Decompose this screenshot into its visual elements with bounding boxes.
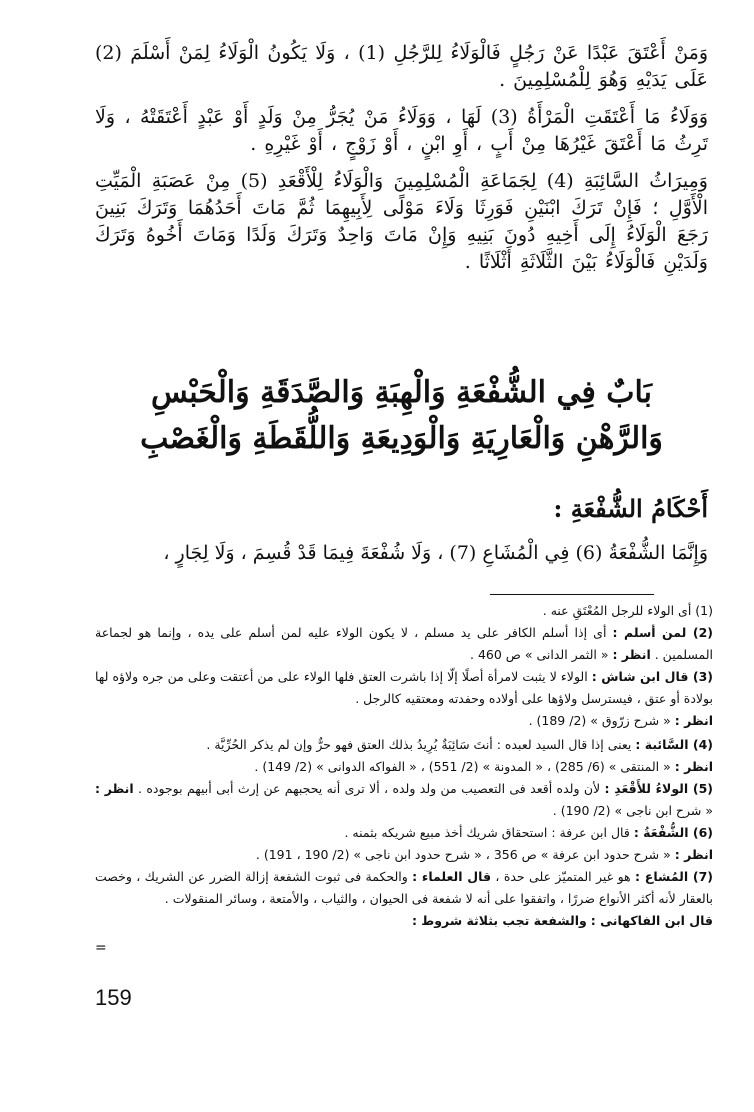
footnote-5 (95, 778, 713, 822)
footnote-6-ref: « شرح حدود ابن عرفة » ص 356 ، « شرح حدود ابن ناجى » (2/ 190 ، 191) . (255, 847, 671, 862)
footnote-7-fakihani (95, 910, 713, 932)
footnote-2-ref-label: انظر : (612, 647, 651, 662)
page-number: 159 (95, 985, 132, 1010)
footnote-6-reference (95, 844, 713, 866)
footnote-1: (1) أى الولاء للرجل المُعْتَقِ عنه . (542, 603, 713, 618)
footnote-3-reference (95, 710, 713, 732)
main-text (95, 40, 708, 286)
footnote-5-ref-label: انظر : (95, 781, 134, 796)
footnotes (95, 600, 713, 932)
footnote-3-label: (3) قال ابن شاش : (591, 669, 713, 684)
footnote-3-text: الولاء لا يثبت لامرأة أصلًا إلّا إذا باشرت العتق فلها الولاء على من أعتقت وعلى من جره ولاؤه لها بولادة أو عتق ، فيسترسل ولاؤها على أولاده وحفدته ومعتقيه كالرجل . (95, 669, 713, 706)
footnote-7-text-b: والحكمة فى ثبوت الشفعة إزالة الضرر عن الشريك ، وخصت بالعقار لأنه أكثر الأنواع ضررًا ، واتفقوا على أنه لا شفعة فى الحيوان ، والثياب ، والأمتعة ، وسائر المنقولات . (95, 869, 713, 906)
shufa-intro-text: وَإِنَّمَا الشُّفْعَةُ (6) فِي الْمُشَاعِ (7) ، وَلَا شُفْعَةَ فِيمَا قَدْ قُسِمَ ، وَلَا لِجَارٍ ، (163, 542, 708, 564)
footnote-4-ref: « المنتقى » (6/ 285) ، « المدونة » (2/ 551) ، « الفواكه الدوانى » (2/ 149) . (254, 759, 671, 774)
footnote-3-ref-label: انظر : (674, 713, 713, 728)
footnote-6 (95, 822, 713, 844)
footnote-3 (95, 666, 713, 710)
paragraph-wala-freed-for-man: وَمَنْ أَعْتَقَ عَبْدًا عَنْ رَجُلٍ فَالْوَلَاءُ لِلرَّجُلِ (1) ، وَلَا يَكُونُ الْوَلَاءُ لِمَنْ أَسْلَمَ (2) عَلَى يَدَيْهِ وَهُوَ لِلْمُسْلِمِينَ . (95, 42, 708, 91)
chapter-heading-line-2: وَالرَّهْنِ وَالْعَارِيَةِ وَالْوَدِيعَةِ وَاللُّقَطَةِ وَالْغَصْبِ (140, 421, 663, 456)
chapter-heading-line-1: بَابٌ فِي الشُّفْعَةِ وَالْهِبَةِ وَالصَّدَقَةِ وَالْحَبْسِ (151, 375, 652, 410)
footnote-divider (490, 594, 654, 595)
paragraph-wala-woman: وَوَلَاءُ مَا أَعْتَقَتِ الْمَرْأَةُ (3) لَهَا ، وَوَلَاءُ مَنْ يُجَرُّ مِنْ وَلَدٍ أَوْ عَبْدٍ أَعْتَقَتْهُ ، وَلَا تَرِثُ مَا أَعْتَقَ غَيْرُهَا مِنْ أَبٍ ، أَوِ ابْنٍ ، أَوْ زَوْجٍ ، أَوْ غَيْرِهِ . (95, 106, 708, 155)
footnote-6-label: (6) الشُّفْعَةُ : (633, 825, 713, 840)
footnote-4-reference (95, 756, 713, 778)
footnote-6-ref-label: انظر : (674, 847, 713, 862)
footnote-4-label: (4) السَّائبة : (635, 737, 713, 752)
footnote-2 (95, 622, 713, 666)
chapter-heading (95, 370, 708, 462)
footnote-7-text-a: هو غير المتميّز على حدة ، (495, 869, 631, 884)
section-title: أَحْكَامُ الشُّفْعَةِ : (553, 494, 708, 523)
footnote-7-fakihani-label: قال ابن الفاكهانى : (590, 913, 713, 928)
footnote-4-ref-label: انظر : (674, 759, 713, 774)
footnote-7 (95, 866, 713, 910)
footnote-5-text: لأن ولده أقعد فى التعصيب من ولد ولده ، ألا ترى أنه يحجبهم عن إرث أبى أبيهم بوجوده . (138, 781, 601, 796)
footnote-7-fakihani-text: والشفعة تجب بثلاثة شروط : (411, 913, 587, 928)
footnote-5-label: (5) الولاءُ للأَقْعَدِ : (604, 781, 713, 796)
continuation-mark: = (95, 940, 107, 956)
footnote-7-label: (7) المُشاع : (635, 869, 713, 884)
footnote-3-ref: « شرح زرّوق » (2/ 189) . (528, 713, 671, 728)
footnote-4-text: يعنى إذا قال السيد لعبده : أنتَ سَائِبَةٌ يُرِيدُ بذلك العتق فهو حرٌّ وإن لم يذكر الحُرِّيَّة . (206, 737, 632, 752)
footnote-4 (95, 734, 713, 756)
footnote-2-text: أى إذا أسلم الكافر على يد مسلم ، لا يكون الولاء عليه لمن أسلم على يده ، وإنما هو لجماعة المسلمين . (95, 625, 713, 662)
footnote-5-ref: « شرح ابن ناجى » (2/ 190) . (552, 803, 713, 818)
footnote-2-label: (2) لمن أسلم : (612, 625, 713, 640)
footnote-6-text: قال ابن عرفة : استحقاق شريك أخذ مبيع شريكه بثمنه . (344, 825, 630, 840)
footnote-7-scholars-label: قال العلماء : (412, 869, 492, 884)
footnote-2-ref: « الثمر الدانى » ص 460 . (470, 647, 609, 662)
paragraph-saiba-inheritance: وَمِيرَاثُ السَّائِبَةِ (4) لِجَمَاعَةِ الْمُسْلِمِينَ وَالْوَلَاءُ لِلْأَقْعَدِ (5) مِنْ عَصَبَةِ الْمَيِّتِ الْأَوَّلِ ؛ فَإِنْ تَرَكَ ابْنَيْنِ فَوَرِثَا وَلَاءَ مَوْلًى لِأَبِيهِمَا ثُمَّ مَاتَ أَحَدُهُمَا وَتَرَكَ بَنِينَ رَجَعَ الْوَلَاءُ إِلَى أَخِيهِ دُونَ بَنِيهِ وَإِنْ مَاتَ وَاحِدٌ وَتَرَكَ وَلَدًا وَمَاتَ أَخُوهُ وَتَرَكَ وَلَدَيْنِ فَالْوَلَاءُ بَيْنَ الثَّلَاثَةِ أَثْلَاثًا . (95, 170, 708, 273)
